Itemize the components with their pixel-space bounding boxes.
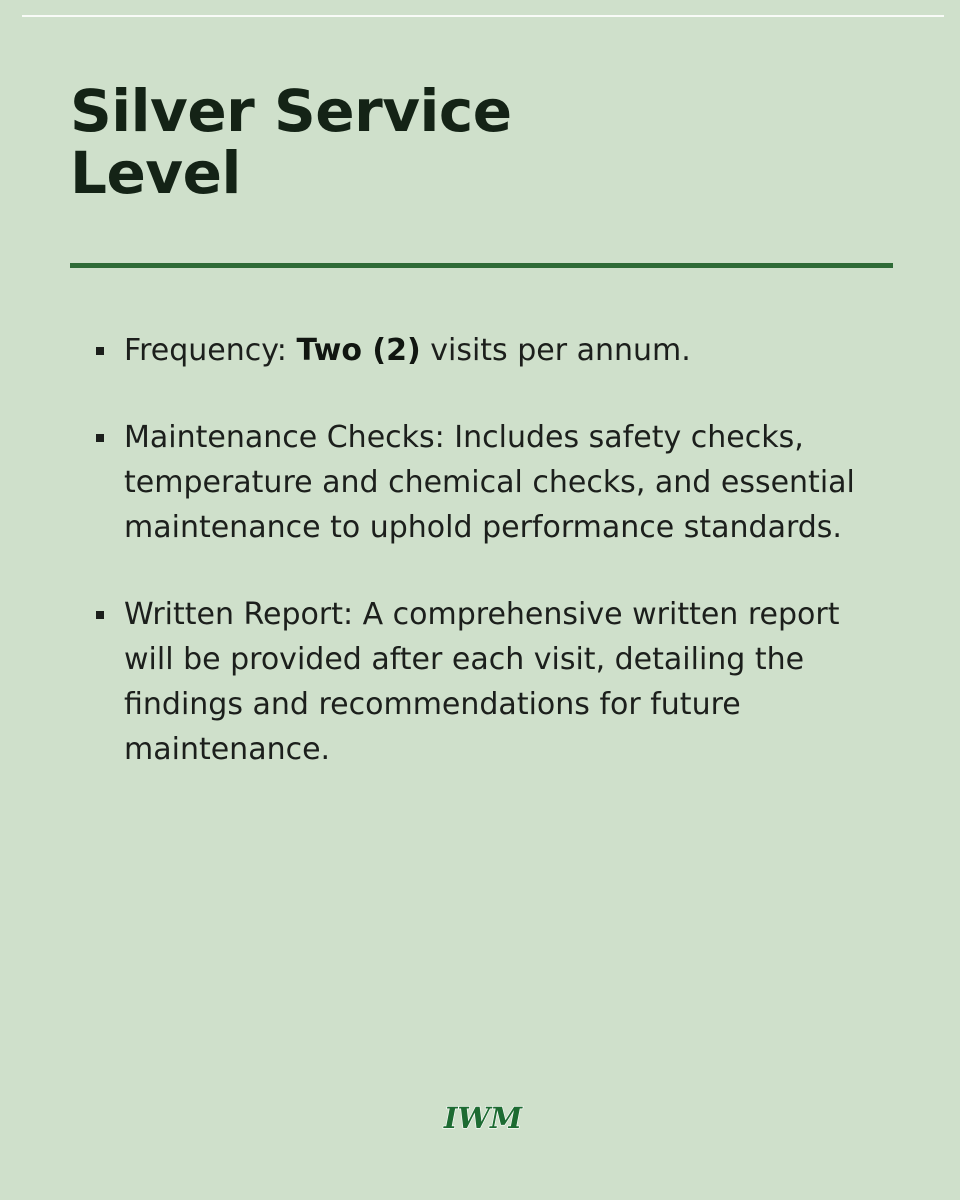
top-rule [22, 15, 944, 17]
title-divider [70, 263, 893, 268]
iwm-logo [433, 1102, 533, 1134]
feature-maintenance-checks-text: Includes safety checks, temperature and chemical checks, and essential maintenance to uphold performance standards. [124, 420, 855, 545]
feature-written-report-text: A comprehensive written report will be provided after each visit, detailing the findings and recommendations for future maintenance. [124, 597, 840, 767]
title-line-1: Silver Service [70, 77, 512, 145]
bullet-icon [96, 434, 104, 442]
feature-maintenance-checks [96, 415, 886, 550]
title-line-2: Level [70, 139, 241, 207]
bullet-icon [96, 611, 104, 619]
feature-frequency-label: Frequency: [124, 333, 297, 368]
feature-written-report [96, 592, 886, 772]
bullet-icon [96, 347, 104, 355]
feature-frequency-text: visits per annum. [420, 333, 691, 368]
page-title [70, 77, 512, 207]
logo-text: IWM [443, 1102, 523, 1134]
feature-written-report-label: Written Report: [124, 597, 363, 632]
feature-list [96, 328, 886, 814]
feature-frequency [96, 328, 886, 373]
feature-frequency-emphasis: Two (2) [296, 333, 421, 368]
feature-maintenance-checks-label: Maintenance Checks: [124, 420, 455, 455]
